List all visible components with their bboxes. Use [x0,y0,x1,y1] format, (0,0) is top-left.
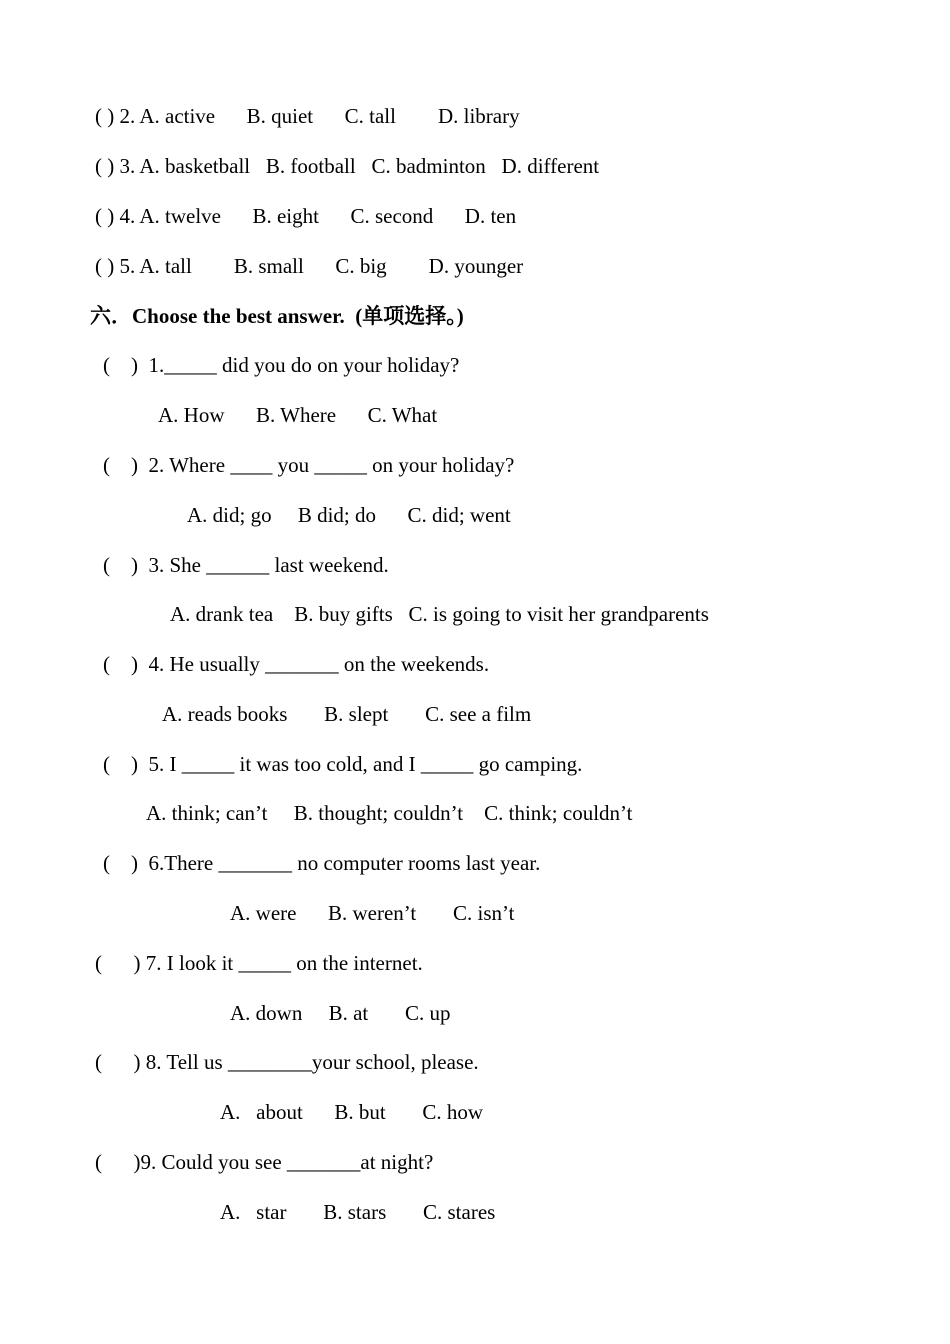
answer-options: A. star B. stars C. stares [220,1200,496,1224]
question-line: ( ) 4. A. twelve B. eight C. second D. ten [95,204,517,228]
question-stem: ( )9. Could you see _______at night? [95,1150,434,1174]
question-stem: ( ) 3. She ______ last weekend. [103,553,389,577]
question-stem: ( ) 6.There _______ no computer rooms last year. [103,851,541,875]
question-stem: ( ) 4. He usually _______ on the weekends. [103,652,490,676]
question-stem: ( ) 7. I look it _____ on the internet. [95,951,423,975]
answer-options: A. were B. weren’t C. isn’t [230,901,515,925]
question-stem: ( ) 8. Tell us ________your school, please. [95,1050,479,1074]
question-stem: ( ) 5. I _____ it was too cold, and I _____ go camping. [103,752,583,776]
answer-options: A. did; go B did; do C. did; went [187,503,511,527]
question-line: ( ) 2. A. active B. quiet C. tall D. library [95,104,520,128]
question-line: ( ) 3. A. basketball B. football C. badminton D. different [95,154,600,178]
question-stem: ( ) 2. Where ____ you _____ on your holiday? [103,453,515,477]
question-stem: ( ) 1._____ did you do on your holiday? [103,353,460,377]
answer-options: A. How B. Where C. What [158,403,438,427]
answer-options: A. down B. at C. up [230,1001,451,1025]
question-line: ( ) 5. A. tall B. small C. big D. younger [95,254,524,278]
answer-options: A. about B. but C. how [220,1100,484,1124]
answer-options: A. reads books B. slept C. see a film [162,702,532,726]
answer-options: A. drank tea B. buy gifts C. is going to visit her grandparents [170,602,709,626]
answer-options: A. think; can’t B. thought; couldn’t C. think; couldn’t [146,801,633,825]
section-heading: 六．Choose the best answer. (单项选择。) [90,304,464,328]
